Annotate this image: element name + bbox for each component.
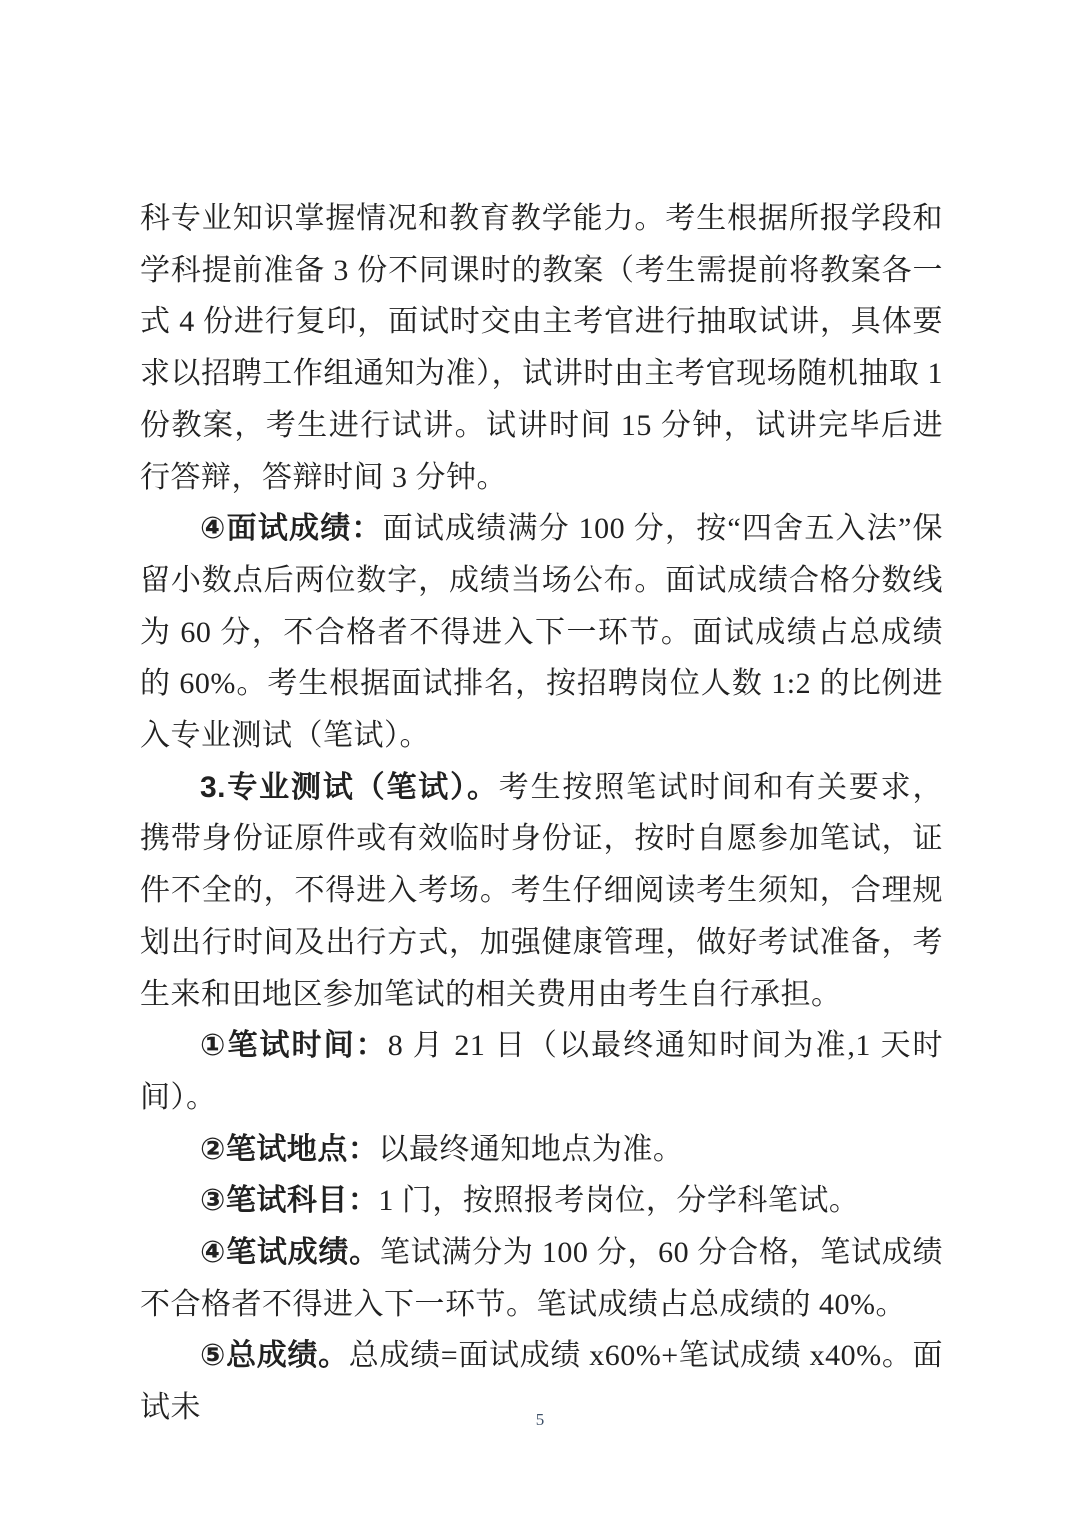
paragraph-text: 科专业知识掌握情况和教育教学能力。考生根据所报学段和学科提前准备 3 份不同课时的教案（考生需提前将教案各一式 4 份进行复印，面试时交由主考官进行抽取试讲，具体要求以招聘工作组通知为准），试讲时由主考官现场随机抽取 1 份教案，考生进行试讲。试讲时间 15 分钟，试讲完毕后进行答辩，答辩时间 3 分钟。 xyxy=(140,202,943,494)
paragraph-lead: 3.专业测试（笔试）。 xyxy=(200,770,499,804)
paragraph xyxy=(140,762,943,1021)
paragraph-lead: ⑤总成绩。 xyxy=(200,1339,349,1373)
paragraph-text: 面试成绩满分 100 分，按“四舍五入法”保留小数点后两位数字，成绩当场公布。面试成绩合格分数线为 60 分，不合格者不得进入下一环节。面试成绩占总成绩的 60%。考生根据面试排名，按招聘岗位人数 1:2 的比例进入专业测试（笔试）。 xyxy=(140,512,943,753)
paragraph-lead: ③笔试科目： xyxy=(200,1184,379,1218)
paragraph-text: 总成绩=面试成绩 x60%+笔试成绩 x40%。面试未 xyxy=(140,1339,943,1425)
paragraph-lead: ②笔试地点： xyxy=(200,1132,379,1166)
paragraph xyxy=(140,1227,943,1330)
paragraph-lead: ④笔试成绩。 xyxy=(200,1236,380,1270)
page-number: 5 xyxy=(535,1410,545,1429)
paragraph-text: 8 月 21 日（以最终通知时间为准,1 天时间）。 xyxy=(140,1029,943,1114)
document-body xyxy=(140,193,943,1434)
paragraph-text: 笔试满分为 100 分，60 分合格，笔试成绩不合格者不得进入下一环节。笔试成绩占总成绩的 40%。 xyxy=(140,1236,944,1321)
paragraph xyxy=(140,503,943,762)
paragraph-text: 以最终通知地点为准。 xyxy=(378,1132,684,1166)
paragraph xyxy=(140,1020,943,1123)
paragraph xyxy=(140,1124,943,1176)
paragraph-lead: ④面试成绩： xyxy=(200,512,383,546)
paragraph-text: 1 门，按照报考岗位，分学科笔试。 xyxy=(378,1184,860,1218)
paragraph-text: 考生按照笔试时间和有关要求，携带身份证原件或有效临时身份证，按时自愿参加笔试，证件不全的，不得进入考场。考生仔细阅读考生须知，合理规划出行时间及出行方式，加强健康管理，做好考试准备，考生来和田地区参加笔试的相关费用由考生自行承担。 xyxy=(140,770,944,1011)
page-footer xyxy=(0,1410,1080,1430)
paragraph xyxy=(140,193,943,503)
paragraph-lead: ①笔试时间： xyxy=(200,1029,388,1063)
paragraph xyxy=(140,1175,943,1227)
